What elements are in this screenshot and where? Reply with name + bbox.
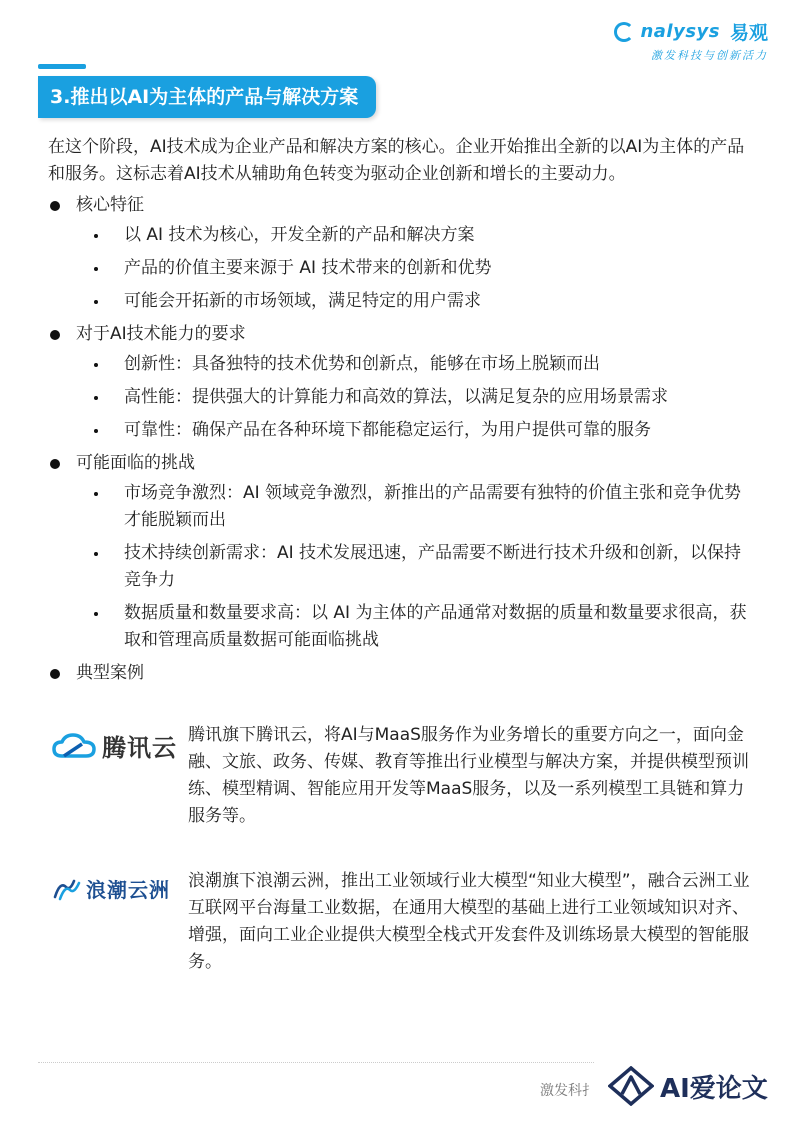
list-item: [124, 222, 748, 249]
sub-list: [76, 222, 748, 315]
list-item-challenges: [48, 450, 748, 654]
sub-bullet-icon: [94, 300, 98, 304]
list-item-text: 创新性：具备独特的技术优势和创新点，能够在市场上脱颖而出: [124, 354, 600, 374]
tencent-cloud-name: 腾讯云: [102, 734, 177, 762]
inspur-yunzhou-name: 浪潮云洲: [86, 878, 170, 902]
sub-bullet-icon: [94, 267, 98, 271]
sub-bullet-icon: [94, 612, 98, 616]
group-heading: 典型案例: [76, 663, 144, 683]
bullet-icon: [50, 459, 60, 469]
footer-text: 激发科扌: [540, 1083, 596, 1099]
watermark: [608, 1066, 768, 1106]
watermark-text: AI爱论文: [660, 1073, 768, 1104]
diamond-logo-icon: [608, 1066, 654, 1106]
sub-bullet-icon: [94, 396, 98, 400]
brand-logo-cn: 易观: [729, 22, 768, 44]
list-item-text: 可靠性：确保产品在各种环境下都能稳定运行，为用户提供可靠的服务: [124, 420, 651, 440]
bullet-icon: [50, 669, 60, 679]
tencent-cloud-logo-row: [52, 728, 177, 763]
case-tencent-cloud: [52, 722, 752, 830]
list-item: [124, 417, 748, 444]
brand-tagline: 激发科技与创新活力: [651, 49, 768, 62]
case-description: 腾讯旗下腾讯云，将AI与MaaS服务作为业务增长的重要方向之一，面向金融、文旅、政务、传媒、教育等推出行业模型与解决方案，并提供模型预训练、模型精调、智能应用开发等MaaS服务，以及一系列模型工具链和算力服务等。: [188, 725, 749, 826]
list-item-text: 技术持续创新需求：AI 技术发展迅速，产品需要不断进行技术升级和创新，以保持竞争力: [124, 543, 742, 590]
list-item-text: 高性能：提供强大的计算能力和高效的算法，以满足复杂的应用场景需求: [124, 387, 668, 407]
wave-icon: [52, 877, 82, 901]
list-item-text: 以 AI 技术为核心，开发全新的产品和解决方案: [124, 225, 475, 245]
list-item-text: 数据质量和数量要求高：以 AI 为主体的产品通常对数据的质量和数量要求很高，获取和管理高质量数据可能面临挑战: [124, 603, 747, 650]
list-item: [124, 351, 748, 378]
group-heading: 核心特征: [76, 195, 144, 215]
bullet-icon: [50, 201, 60, 211]
case-inspur-yunzhou: [52, 868, 752, 976]
bullet-icon: [50, 330, 60, 340]
list-item-text: 可能会开拓新的市场领域，满足特定的用户需求: [124, 291, 481, 311]
sub-bullet-icon: [94, 552, 98, 556]
footer-divider: [38, 1062, 594, 1063]
sub-bullet-icon: [94, 492, 98, 496]
cloud-icon: [52, 732, 96, 760]
list-item: [124, 600, 748, 654]
section-title: 3.推出以AI为主体的产品与解决方案: [38, 76, 376, 118]
sub-bullet-icon: [94, 234, 98, 238]
list-item-text: 市场竞争激烈：AI 领域竞争激烈，新推出的产品需要有独特的价值主张和竞争优势才能脱颖而出: [124, 483, 742, 530]
group-heading: 可能面临的挑战: [76, 453, 195, 473]
brand-logo-row: [614, 18, 768, 45]
case-description: 浪潮旗下浪潮云洲，推出工业领域行业大模型“知业大模型”，融合云洲工业互联网平台海量工业数据，在通用大模型的基础上进行工业领域知识对齐、增强，面向工业企业提供大模型全栈式开发套件及训练场景大模型的智能服务。: [188, 871, 750, 972]
feature-list: [48, 192, 748, 687]
list-item-cases: [48, 660, 748, 687]
list-item-core-features: [48, 192, 748, 315]
list-item-requirements: [48, 321, 748, 444]
intro-paragraph: 在这个阶段，AI技术成为企业产品和解决方案的核心。企业开始推出全新的以AI为主体的产品和服务。这标志着AI技术从辅助角色转变为驱动企业创新和增长的主要动力。: [48, 137, 745, 184]
list-item: [124, 255, 748, 282]
main-content: [48, 134, 748, 687]
group-heading: 对于AI技术能力的要求: [76, 324, 246, 344]
brand-logo-text: nalysys: [640, 21, 720, 42]
analysys-ring-icon: [614, 22, 634, 42]
sub-list: [76, 480, 748, 654]
sub-bullet-icon: [94, 429, 98, 433]
list-item: [124, 540, 748, 594]
inspur-yunzhou-logo: [52, 868, 188, 976]
tencent-cloud-logo: [52, 722, 188, 830]
list-item: [124, 384, 748, 411]
brand-logo: [614, 18, 768, 63]
section-accent-bar: [38, 64, 86, 69]
inspur-logo-row: [52, 874, 170, 903]
list-item: [124, 288, 748, 315]
list-item-text: 产品的价值主要来源于 AI 技术带来的创新和优势: [124, 258, 492, 278]
sub-bullet-icon: [94, 363, 98, 367]
list-item: [124, 480, 748, 534]
sub-list: [76, 351, 748, 444]
